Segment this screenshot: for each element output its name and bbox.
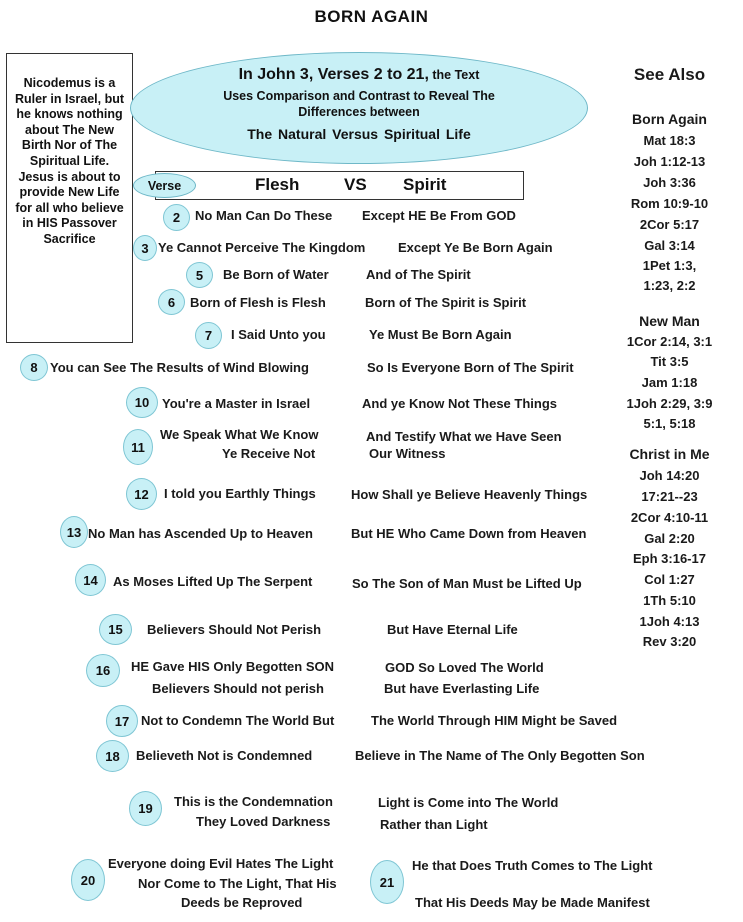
see-also-ref: 1Joh 4:13 [639, 614, 700, 629]
spirit-text: But Have Eternal Life [387, 622, 518, 637]
flesh-text: I Said Unto you [231, 327, 326, 342]
spirit-text: Except HE Be From GOD [362, 208, 516, 223]
spirit-text: He that Does Truth Comes to The Light [412, 858, 653, 873]
flesh-text-2: Ye Receive Not [222, 446, 316, 461]
intro-heading-main: In John 3, Verses 2 to 21, [238, 66, 429, 83]
verse-number-badge: 16 [86, 654, 120, 687]
spirit-text: Light is Come into The World [378, 795, 559, 810]
spirit-text: So The Son of Man Must be Lifted Up [352, 576, 582, 591]
verse-number-badge: 2 [163, 204, 190, 231]
flesh-text: This is the Condemnation [174, 794, 333, 809]
flesh-text: You're a Master in Israel [162, 396, 311, 411]
verse-number-badge: 15 [99, 614, 132, 645]
spirit-heading: Spirit [403, 175, 447, 194]
spirit-text: Believe in The Name of The Only Begotten Son [355, 748, 645, 763]
see-also-ref: Rev 3:20 [642, 634, 697, 649]
flesh-text: No Man Can Do These [195, 208, 333, 223]
see-also-ref: Mat 18:3 [643, 133, 696, 148]
see-also-ref: Joh 1:12-13 [633, 154, 706, 169]
intro-heading [131, 66, 587, 84]
spirit-text: And ye Know Not These Things [362, 396, 558, 411]
page-title: BORN AGAIN [314, 7, 429, 26]
see-also-ref: Jam 1:18 [641, 375, 698, 390]
spirit-text: GOD So Loved The World [385, 660, 544, 675]
spirit-text: Born of The Spirit is Spirit [365, 295, 527, 310]
verse-number-badge: 7 [195, 322, 222, 349]
see-also-title: See Also [633, 65, 706, 84]
flesh-text: Everyone doing Evil Hates The Light [108, 856, 334, 871]
see-also-ref: 5:1, 5:18 [643, 416, 696, 431]
spirit-text-2: But have Everlasting Life [384, 681, 540, 696]
flesh-text-2: Nor Come to The Light, That His [138, 876, 337, 891]
spirit-text: Except Ye Be Born Again [398, 240, 553, 255]
verse-number-badge: 17 [106, 705, 138, 737]
flesh-text: Believeth Not is Condemned [136, 748, 313, 763]
verse-label: Verse [133, 173, 196, 198]
nicodemus-note: Nicodemus is a Ruler in Israel, but he knows nothing about The New Birth Nor of The Spiritual Life. Jesus is about to provide New Life for all who believe in HIS Passover Sacrifice [6, 53, 133, 343]
flesh-text: Believers Should Not Perish [147, 622, 322, 637]
intro-ellipse [130, 52, 588, 164]
verse-number-badge: 10 [126, 387, 158, 418]
spirit-text: And of The Spirit [366, 267, 471, 282]
spirit-text: Ye Must Be Born Again [369, 327, 512, 342]
see-also-ref: Tit 3:5 [650, 354, 689, 369]
intro-line-2: Uses Comparison and Contrast to Reveal The [223, 89, 495, 103]
verse-number-badge: 20 [71, 859, 105, 901]
spirit-text: How Shall ye Believe Heavenly Things [351, 487, 588, 502]
see-also-ref: Col 1:27 [644, 572, 695, 587]
spirit-text: The World Through HIM Might be Saved [371, 713, 618, 728]
spirit-text-2: Rather than Light [380, 817, 488, 832]
flesh-text: Ye Cannot Perceive The Kingdom [158, 240, 366, 255]
verse-number-badge: 3 [133, 235, 157, 261]
see-also-group-heading: Born Again [632, 111, 707, 127]
verse-number-badge: 6 [158, 289, 185, 315]
flesh-text: HE Gave HIS Only Begotten SON [131, 659, 334, 674]
flesh-text-2: Believers Should not perish [152, 681, 324, 696]
see-also-ref: Eph 3:16-17 [633, 551, 706, 566]
see-also-ref: 17:21--23 [641, 489, 698, 504]
flesh-text: We Speak What We Know [160, 427, 319, 442]
verse-number-badge: 11 [123, 429, 153, 465]
flesh-text: I told you Earthly Things [164, 486, 316, 501]
spirit-text-2: That His Deeds May be Made Manifest [415, 895, 650, 910]
see-also-ref: Joh 14:20 [639, 468, 700, 483]
see-also-ref: Gal 2:20 [644, 531, 695, 546]
see-also-ref: 1Pet 1:3, [642, 258, 697, 273]
flesh-text: As Moses Lifted Up The Serpent [113, 574, 313, 589]
intro-line-3: Differences between [298, 105, 420, 119]
see-also-ref: 1Joh 2:29, 3:9 [626, 396, 713, 411]
flesh-text-2: They Loved Darkness [196, 814, 331, 829]
verse-number-badge: 19 [129, 791, 162, 826]
see-also-ref: Gal 3:14 [644, 238, 695, 253]
see-also-ref: 1Th 5:10 [643, 593, 696, 608]
flesh-heading: Flesh [255, 175, 300, 194]
spirit-text: And Testify What we Have Seen [366, 429, 562, 444]
spirit-text: So Is Everyone Born of The Spirit [367, 360, 574, 375]
vs-heading: VS [344, 175, 367, 194]
comparison-header [155, 171, 524, 200]
verse-number-badge: 12 [126, 478, 157, 510]
flesh-text: Born of Flesh is Flesh [190, 295, 326, 310]
intro-heading-small: the Text [428, 68, 480, 82]
see-also-group-heading: Christ in Me [629, 446, 710, 462]
verse-number-badge: 5 [186, 262, 213, 288]
see-also-ref: Joh 3:36 [643, 175, 696, 190]
flesh-text: Be Born of Water [223, 267, 329, 282]
verse-number-badge: 13 [60, 516, 88, 548]
flesh-text-3: Deeds be Reproved [181, 895, 303, 910]
verse-number-badge: 14 [75, 564, 106, 596]
verse-number-badge: 18 [96, 740, 129, 772]
see-also-ref: 2Cor 4:10-11 [630, 510, 709, 525]
spirit-text: But HE Who Came Down from Heaven [351, 526, 587, 541]
intro-line-4: The Natural Versus Spiritual Life [247, 126, 471, 142]
flesh-text: You can See The Results of Wind Blowing [50, 360, 309, 375]
flesh-text: No Man has Ascended Up to Heaven [88, 526, 313, 541]
flesh-text: Not to Condemn The World But [141, 713, 335, 728]
verse-number-badge: 8 [20, 354, 48, 381]
see-also-group-heading: New Man [639, 313, 700, 329]
verse-number-badge: 21 [370, 860, 404, 904]
see-also-ref: Rom 10:9-10 [630, 196, 709, 211]
spirit-text-2: Our Witness [369, 446, 446, 461]
see-also-ref: 2Cor 5:17 [639, 217, 700, 232]
see-also-ref: 1Cor 2:14, 3:1 [626, 334, 713, 349]
see-also-ref: 1:23, 2:2 [643, 278, 696, 293]
